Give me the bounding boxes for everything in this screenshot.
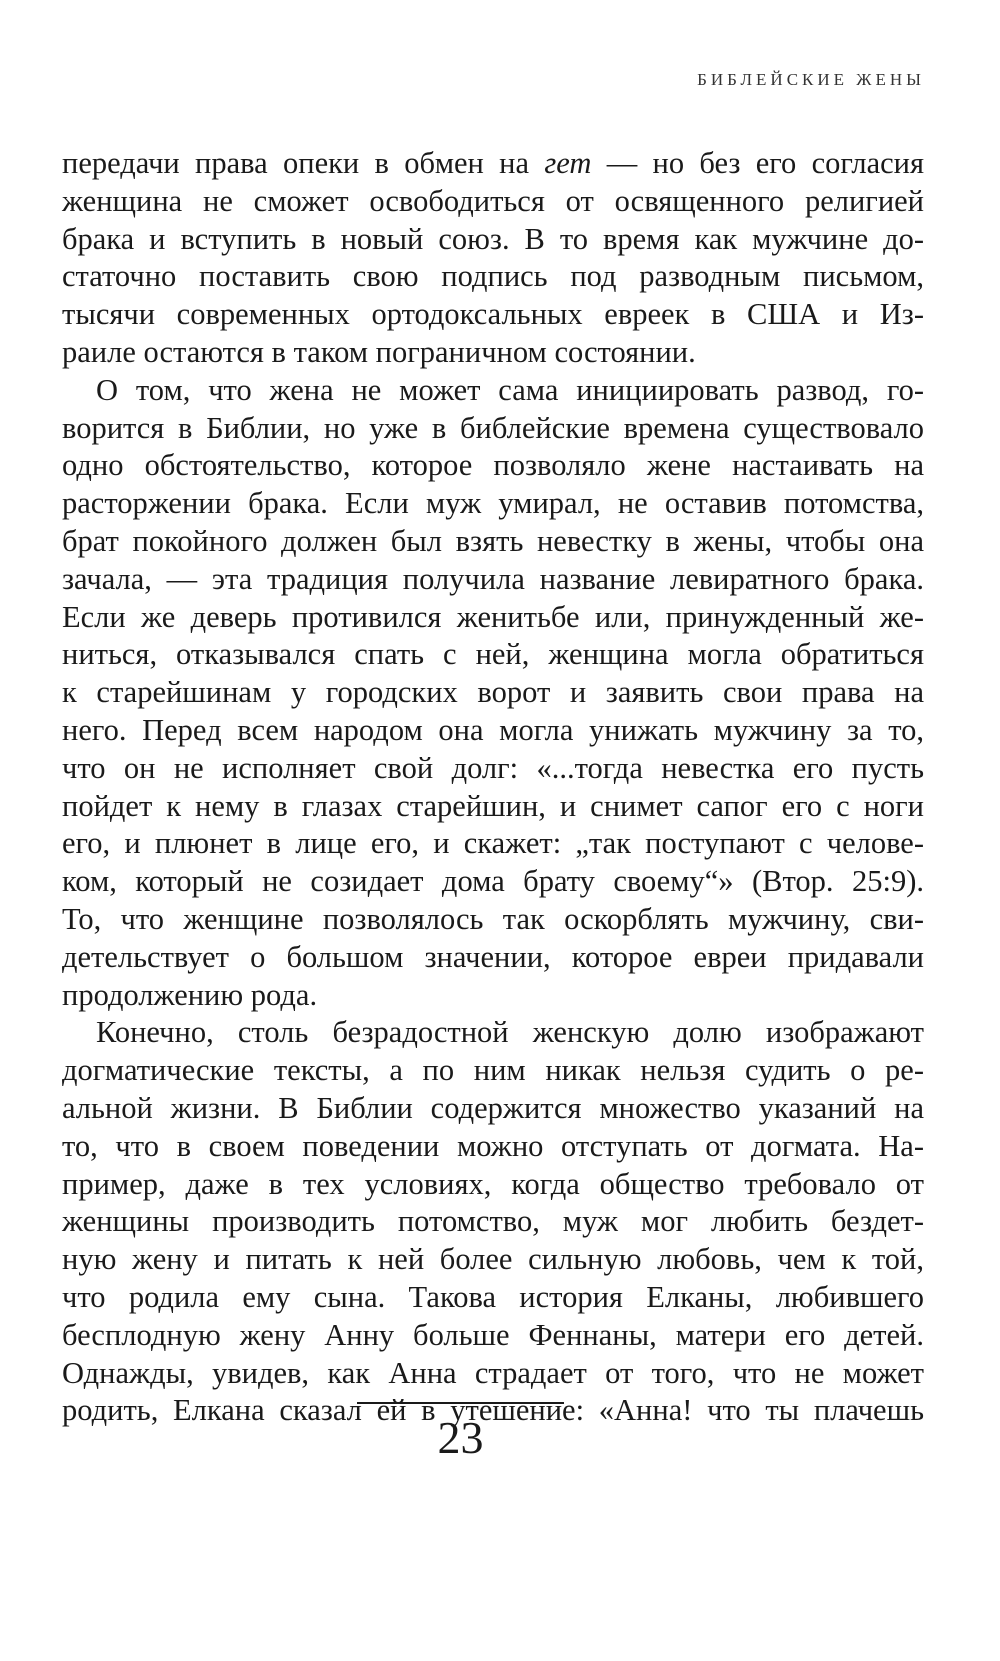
text-line: женщина не сможет освободиться от освященного религией (62, 183, 924, 218)
text-line: тысячи современных ортодоксальных евреек в США и Из- (62, 297, 924, 332)
paragraph-3 (62, 1014, 924, 1430)
text-line: него. Перед всем народом она могла унижать мужчину за то, (62, 712, 924, 747)
running-header: БИБЛЕЙСКИЕ ЖЕНЫ (697, 70, 925, 89)
text-line: О том, что жена не может сама инициировать развод, го- (96, 372, 924, 407)
text-line: Если же деверь противился женитьбе или, принужденный же- (62, 599, 924, 634)
text-line: раиле остаются в таком пограничном состоянии. (62, 334, 696, 369)
emphasized-term: гет (544, 146, 592, 180)
text-line: брат покойного должен был взять невестку в жены, чтобы она (62, 523, 924, 558)
text-line: брака и вступить в новый союз. В то время как мужчине до- (62, 221, 924, 256)
text-line: статочно поставить свою подпись под разводным письмом, (62, 259, 924, 294)
text-line: пример, даже в тех условиях, когда общество требовало от (62, 1166, 924, 1201)
paragraph-1 (62, 145, 924, 372)
footer-divider (357, 1402, 564, 1404)
text-line: ниться, отказывался спать с ней, женщина могла обратиться (62, 637, 924, 672)
text-line: женщины производить потомство, муж мог любить бездет- (62, 1204, 924, 1239)
text-line: одно обстоятельство, которое позволяло жене настаивать на (62, 448, 924, 483)
text-line: Конечно, столь безрадостной женскую долю изображают (96, 1015, 924, 1050)
text-line: ком, который не созидает дома брату своему“» (Втор. 25:9). (62, 864, 924, 899)
text-line: зачала, — эта традиция получила название левиратного брака. (62, 561, 924, 596)
text-line: альной жизни. В Библии содержится множество указаний на (62, 1090, 924, 1125)
text-line: что он не исполняет свой долг: «...тогда невестка его пусть (62, 750, 924, 785)
text-line: догматические тексты, а по ним никак нельзя судить о ре- (62, 1053, 924, 1088)
text-line: его, и плюнет в лице его, и скажет: „так поступают с челове- (62, 826, 924, 861)
text-line: то, что в своем поведении можно отступать от догмата. На- (62, 1128, 924, 1163)
text-line: детельствует о большом значении, которое евреи придавали (62, 939, 924, 974)
text-line: продолжению рода. (62, 977, 318, 1012)
text-line: расторжении брака. Если муж умирал, не оставив потомства, (62, 486, 924, 521)
text-line: бесплодную жену Анну больше Феннаны, матери его детей. (62, 1317, 924, 1352)
body-text (62, 145, 924, 1430)
text-line: То, что женщине позволялось так оскорблять мужчину, сви- (62, 901, 924, 936)
text-line: пойдет к нему в глазах старейшин, и снимет сапог его с ноги (62, 788, 924, 823)
paragraph-2 (62, 372, 924, 1015)
page-number: 23 (437, 1412, 484, 1463)
text-line: родить, Елкана сказал ей в утешение: «Анна! что ты плачешь (62, 1393, 924, 1428)
text-line: ную жену и питать к ней более сильную любовь, чем к той, (62, 1242, 924, 1277)
text-line: Однажды, увидев, как Анна страдает от того, что не может (62, 1355, 924, 1390)
text-line: к старейшинам у городских ворот и заявить свои права на (62, 675, 924, 710)
text-line: что родила ему сына. Такова история Елканы, любившего (62, 1279, 924, 1314)
text-line: передачи права опеки в обмен на гет — но без его согласия (62, 146, 924, 180)
text-line: ворится в Библии, но уже в библейские времена существовало (62, 410, 924, 445)
